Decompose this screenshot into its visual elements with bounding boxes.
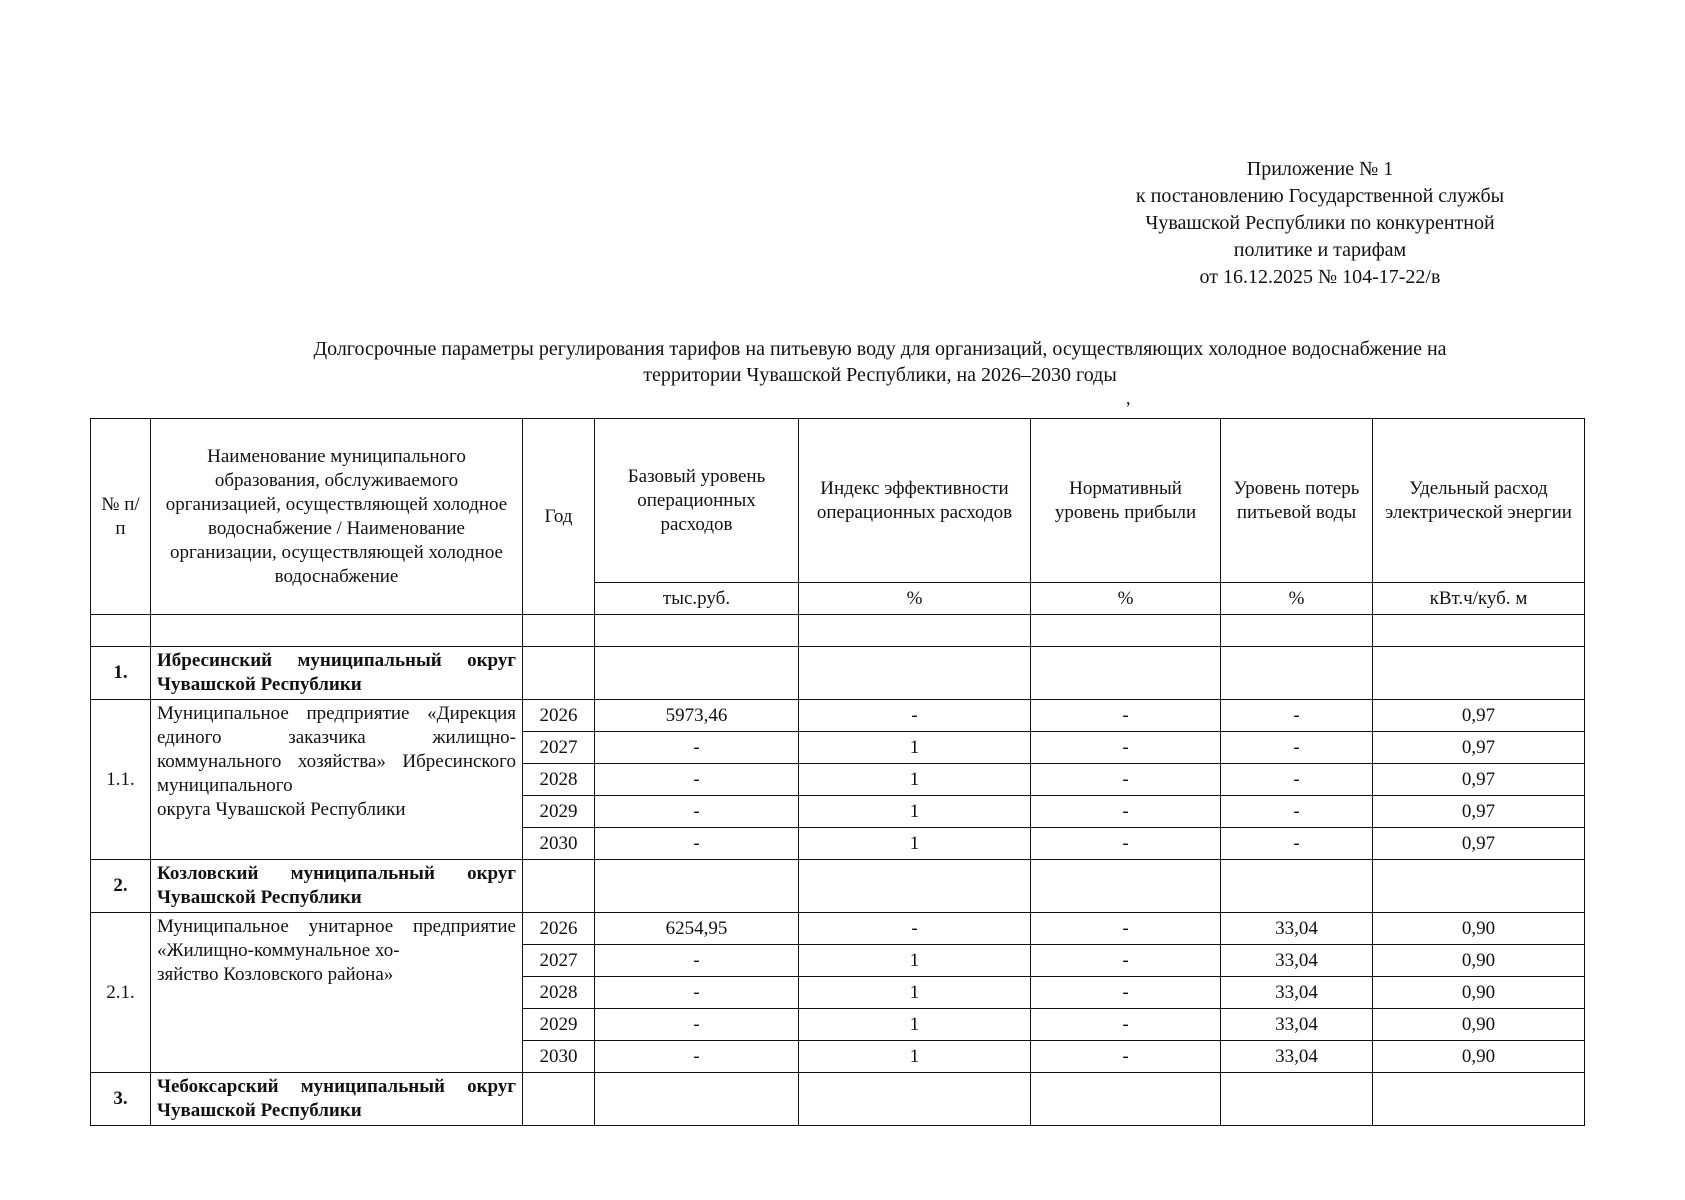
municipality-name: Козловский муниципальный округ Чувашской Республики [151,860,523,913]
cell-year: 2029 [523,796,595,828]
unit-profit: % [1031,583,1221,615]
header-energy: Удельный расход электрической энергии [1373,419,1585,583]
org-name-main: Муниципальное унитарное предприятие «Жилищно-коммунальное хо- [157,916,516,961]
cell-loss: - [1221,764,1373,796]
cell-loss: 33,04 [1221,913,1373,945]
cell-profit: - [1031,1009,1221,1041]
header-loss: Уровень потерь питьевой воды [1221,419,1373,583]
table-body [91,419,1585,1126]
cell-loss: - [1221,732,1373,764]
cell-energy: 0,97 [1373,732,1585,764]
cell-profit: - [1031,700,1221,732]
cell-energy: 0,97 [1373,700,1585,732]
cell-loss: 33,04 [1221,977,1373,1009]
cell-year: 2030 [523,1041,595,1073]
cell-loss: - [1221,828,1373,860]
cell-profit: - [1031,977,1221,1009]
cell-index: 1 [799,764,1031,796]
cell-energy: 0,97 [1373,764,1585,796]
org-name [151,913,523,1073]
unit-loss: % [1221,583,1373,615]
cell-base: - [595,945,799,977]
header-year: Год [523,419,595,615]
cell-year: 2026 [523,700,595,732]
unit-index: % [799,583,1031,615]
header-num: № п/п [91,419,151,615]
appendix-line: к постановлению Государственной службы [1135,185,1505,207]
cell-index: 1 [799,732,1031,764]
appendix-line: Чувашской Республики по конкурентной [1145,212,1495,234]
cell-profit: - [1031,764,1221,796]
municipality-name: Чебоксарский муниципальный округ Чувашской Республики [151,1073,523,1126]
cell-base: - [595,977,799,1009]
title-line-1: Долгосрочные параметры регулирования тарифов на питьевую воду для организаций, осуществляющих холодное водоснабжение на [313,338,1447,360]
title-line-2: территории Чувашской Республики, на 2026–2030 годы [643,364,1117,386]
appendix-line: Приложение № 1 [1246,158,1394,180]
cell-base: 5973,46 [595,700,799,732]
unit-energy: кВт.ч/куб. м [1373,583,1585,615]
cell-base: - [595,796,799,828]
cell-loss: 33,04 [1221,1009,1373,1041]
cell-year: 2030 [523,828,595,860]
cell-profit: - [1031,1041,1221,1073]
appendix-block [1040,156,1600,291]
cell-energy: 0,90 [1373,1041,1585,1073]
cell-energy: 0,90 [1373,977,1585,1009]
table-row [91,700,1585,732]
cell-energy: 0,90 [1373,913,1585,945]
org-num: 1.1. [91,700,151,860]
municipality-row [91,647,1585,700]
tariff-parameters-table [90,418,1585,1126]
cell-index: 1 [799,1009,1031,1041]
header-profit: Нормативный уровень прибыли [1031,419,1221,583]
cell-year: 2028 [523,977,595,1009]
header-base: Базовый уровень операционных расходов [595,419,799,583]
appendix-line: от 16.12.2025 № 104-17-22/в [1199,266,1441,288]
stray-mark: , [1126,388,1131,408]
unit-base: тыс.руб. [595,583,799,615]
cell-base: - [595,828,799,860]
cell-index: 1 [799,1041,1031,1073]
cell-base: 6254,95 [595,913,799,945]
cell-index: 1 [799,796,1031,828]
cell-loss: - [1221,700,1373,732]
org-num: 2.1. [91,913,151,1073]
cell-loss: - [1221,796,1373,828]
spacer-row [91,615,1585,647]
municipality-num: 3. [91,1073,151,1126]
cell-year: 2028 [523,764,595,796]
cell-profit: - [1031,945,1221,977]
cell-index: - [799,913,1031,945]
cell-base: - [595,732,799,764]
cell-year: 2027 [523,732,595,764]
cell-base: - [595,1041,799,1073]
document-title [110,336,1650,388]
cell-profit: - [1031,796,1221,828]
cell-energy: 0,97 [1373,828,1585,860]
municipality-num: 1. [91,647,151,700]
cell-index: 1 [799,977,1031,1009]
municipality-row [91,1073,1585,1126]
appendix-line: политике и тарифам [1233,239,1407,261]
cell-index: 1 [799,828,1031,860]
cell-base: - [595,1009,799,1041]
cell-profit: - [1031,913,1221,945]
cell-energy: 0,90 [1373,945,1585,977]
cell-profit: - [1031,828,1221,860]
header-row [91,419,1585,583]
cell-loss: 33,04 [1221,945,1373,977]
org-name-main: Муниципальное предприятие «Дирекция единого заказчика жилищно-коммунального хозяйства» Ибресинского муниципального [157,703,516,796]
org-name-last: зяйство Козловского района» [157,964,394,985]
cell-year: 2027 [523,945,595,977]
cell-year: 2029 [523,1009,595,1041]
cell-profit: - [1031,732,1221,764]
cell-index: - [799,700,1031,732]
cell-loss: 33,04 [1221,1041,1373,1073]
cell-energy: 0,97 [1373,796,1585,828]
cell-index: 1 [799,945,1031,977]
cell-base: - [595,764,799,796]
municipality-num: 2. [91,860,151,913]
table-row [91,913,1585,945]
header-name: Наименование муниципального образования, обслуживаемого организацией, осуществляющей холодное водоснабжение / Наименование организации, осуществляющей холодное водоснабжение [151,419,523,615]
header-index: Индекс эффективности операционных расходов [799,419,1031,583]
cell-year: 2026 [523,913,595,945]
org-name-last: округа Чувашской Республики [157,799,406,820]
municipality-row [91,860,1585,913]
municipality-name: Ибресинский муниципальный округ Чувашской Республики [151,647,523,700]
cell-energy: 0,90 [1373,1009,1585,1041]
org-name [151,700,523,860]
